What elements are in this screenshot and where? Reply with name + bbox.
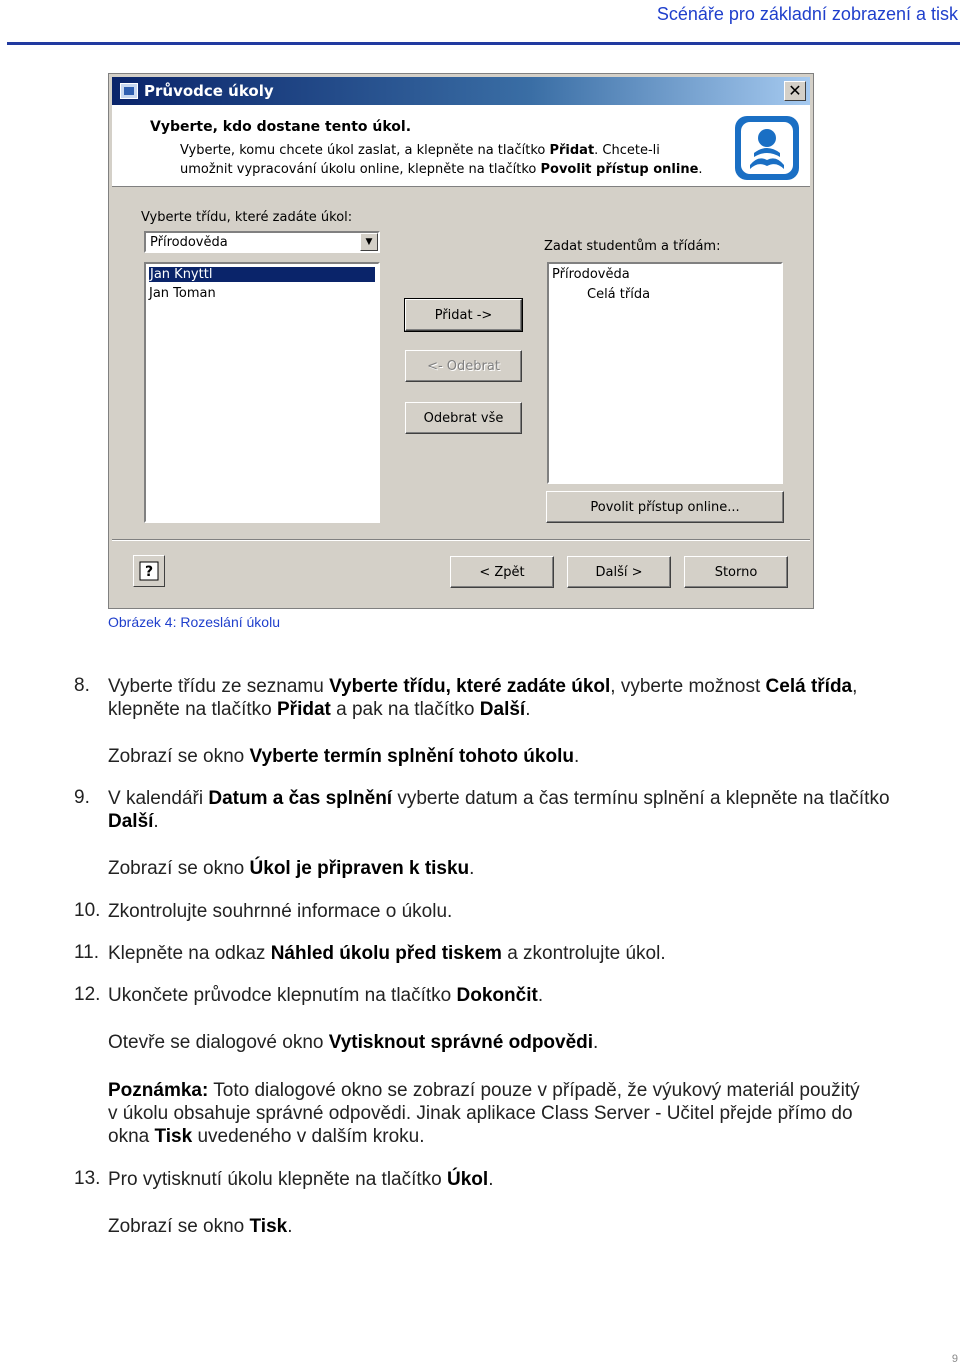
figure-caption: Obrázek 4: Rozeslání úkolu (108, 614, 280, 630)
list-item[interactable]: Přírodověda (552, 267, 630, 282)
remove-all-button[interactable]: Odebrat vše (405, 402, 522, 434)
step-8: Vyberte třídu ze seznamu Vyberte třídu, které zadáte úkol, vyberte možnost Celá třída, klepněte na tlačítko Přidat a pak na tlačítko Další. (108, 676, 858, 720)
list-item[interactable]: Jan Knyttl (149, 267, 375, 282)
class-select[interactable] (144, 231, 380, 253)
assigned-list[interactable] (547, 262, 783, 484)
banner-text: Vyberte, komu chcete úkol zaslat, a klepněte na tlačítko Přidat. Chcete-li umožnit vypracování úkolu online, klepněte na tlačítko Povolit přístup online. (180, 143, 703, 177)
class-label: Vyberte třídu, které zadáte úkol: (141, 210, 353, 225)
page-number: 9 (951, 1353, 958, 1365)
class-select-value: Přírodověda (150, 235, 228, 250)
wizard-dialog (108, 73, 814, 609)
step-number: 12. (74, 984, 101, 1005)
header-rule (7, 42, 960, 45)
back-button[interactable]: < Zpět (450, 556, 554, 588)
next-button[interactable]: Další > (567, 556, 671, 588)
allow-online-button[interactable]: Povolit přístup online... (546, 491, 784, 523)
help-button[interactable] (133, 555, 165, 587)
step-number: 9. (74, 787, 90, 808)
step-9: V kalendáři Datum a čas splnění vyberte datum a čas termínu splnění a klepněte na tlačítko Další. (108, 788, 890, 832)
step-9-result: Zobrazí se okno Úkol je připraven k tisku. (108, 858, 475, 879)
cancel-button[interactable]: Storno (684, 556, 788, 588)
help-icon (139, 561, 159, 581)
step-number: 13. (74, 1168, 101, 1189)
step-8-result: Zobrazí se okno Vyberte termín splnění tohoto úkolu. (108, 746, 580, 767)
header-title: Scénáře pro základní zobrazení a tisk (656, 4, 958, 24)
step-13-result: Zobrazí se okno Tisk. (108, 1216, 293, 1237)
svg-text:?: ? (144, 564, 154, 580)
dialog-separator (112, 539, 810, 541)
wizard-logo-icon (732, 113, 802, 183)
step-12-result: Otevře se dialogové okno Vytisknout správné odpovědi. (108, 1032, 599, 1053)
app-icon (120, 83, 138, 99)
step-number: 8. (74, 675, 90, 696)
dialog-title: Průvodce úkoly (144, 82, 274, 100)
step-number: 10. (74, 900, 101, 921)
note: Poznámka: Toto dialogové okno se zobrazí pouze v případě, že výukový materiál použitý v úkolu obsahuje správné odpovědi. Jinak aplikace Class Server - Učitel přejde přímo do okna Tisk uvedeného v dalším kroku. (108, 1080, 860, 1147)
list-item[interactable]: Celá třída (587, 287, 651, 302)
banner-title: Vyberte, kdo dostane tento úkol. (150, 119, 412, 135)
remove-button[interactable]: <- Odebrat (405, 350, 522, 382)
assign-label: Zadat studentům a třídám: (544, 239, 721, 254)
step-12: Ukončete průvodce klepnutím na tlačítko Dokončit. (108, 985, 544, 1006)
page-header (0, 0, 960, 46)
step-number: 11. (74, 942, 100, 963)
chevron-down-icon[interactable]: ▼ (360, 233, 378, 251)
step-11: Klepněte na odkaz Náhled úkolu před tiskem a zkontrolujte úkol. (108, 943, 666, 964)
close-icon[interactable]: ✕ (784, 81, 806, 101)
step-13: Pro vytisknutí úkolu klepněte na tlačítko Úkol. (108, 1169, 494, 1190)
list-item[interactable]: Jan Toman (149, 286, 216, 301)
wizard-banner (112, 105, 810, 187)
students-list[interactable] (144, 262, 380, 523)
step-10: Zkontrolujte souhrnné informace o úkolu. (108, 901, 453, 922)
dialog-titlebar (112, 77, 810, 105)
add-button[interactable]: Přidat -> (405, 299, 522, 331)
